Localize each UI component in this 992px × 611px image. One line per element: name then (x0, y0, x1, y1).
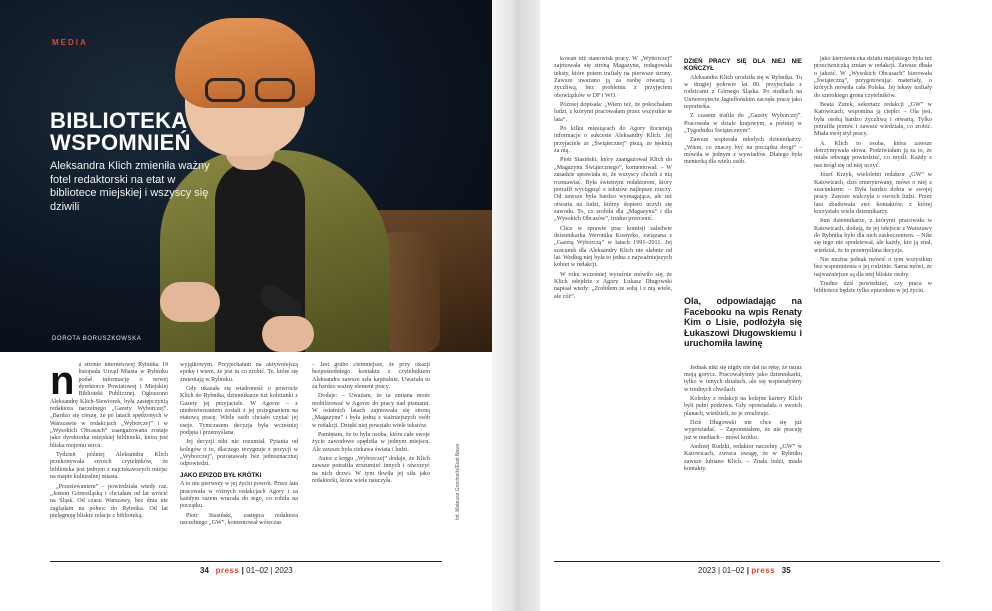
column-bottom (684, 365, 802, 547)
page-number: 35 (781, 566, 791, 575)
paragraph: Później dopisała: „Wiem też, że pokochałam ludzi, z którymi pracowałam przez wszystkie te lata”. (554, 102, 672, 123)
column (814, 56, 932, 546)
paragraph: Chce w sprawie prac komisji zaledwie dziennikarka Weronika Kostyrko, związana z „Gazetą Wyborczą” w latach 1991–2011. Jej szacunek dla Aleksandry Klich nie słabnie od lat. Według niej była to jedna z najważniejszych kobiet w redakcji. (554, 225, 672, 269)
drop-cap: n (50, 362, 75, 403)
paragraph: Inni dziennikarze, z którymi pracowała w Katowicach, dodają, że jej odejście z Warszawy do Rybnika było dla nich zaskoczeniem. – Nikt się tego nie spodziewał, ale każdy, kto ją znał, wiedział, że to przemyślana decyzja. (814, 218, 932, 254)
paragraph: Pamiętam, że to była osoba, która całe swoje życie zawodowe spędziła w jednym miejscu. Ale zawsze była ciekawa świata i ludzi. (312, 432, 430, 453)
section-label: MEDIA (52, 38, 88, 47)
paragraph: a stronie internetowej Rybnika 19 listopada Urząd Miasta w Rybniku podał informację o nowej dyrektorce Powiatowej i Miejskiej Biblioteki Publicznej. Ogłoszono Aleksandrę Klich-Siewiorek, była zastępczynią redaktora naczelnego „Gazety Wyborczej”. „Bardzo się cieszę, że po latach spędzonych w Warszawie w redakcjach „Wyborczej” i w „Wysokich Obcasach” zaangażowana zostaje jako dyrektorka miejskiej biblioteki, która jest bliska mojemu sercu. (50, 362, 168, 449)
paragraph: jako kierowniczka działu miejskiego była też przeciwniczką zmian w redakcji. Zawsze dbała o jakość. W „Wysokich Obcasach” kierowała „Świąteczną”, przygotowując materiały, o których mówiła cała Polska. Jej teksty trafiały do szerokiego grona czytelników. (814, 56, 932, 99)
column (180, 362, 298, 560)
paragraph: Beata Zurek, sekretarz redakcji „GW” w Katowicach, wspomina ją ciepło: – Ola jest, była osobą bardzo życzliwą i otwartą. Tylko potrafiła pomóc i zawsze wiedziała, co zrobić. Miała swój styl pracy. (814, 102, 932, 138)
paragraph: A. Klich to osoba, która zawsze dotrzymywała słowa. Podziwiałam ją za to, że miała odwagę powiedzieć, co myśli. Każdy z nas mógł się od niej uczyć. (814, 140, 932, 169)
paragraph: Po kilku miesiącach do Agory docierają informacje o sukcesie Aleksandry Klich. Jej przyjaciele ze „Świątecznej” piszą, że tęsknią za nią. (554, 126, 672, 155)
paragraph: Nie można jednak mówić o tym wszystkim bez wspomnienia o jej rodzinie. Sama mówi, że najważniejsze są dla niej bliskie osoby. (814, 256, 932, 278)
paragraph: Jej decyzji nikt nie rozumiał. Pytania od kolegów o to, dlaczego rezygnuje z pozycji w „Wyborczej”, pozostawały bez jednoznacznej odpowiedzi. (180, 439, 298, 468)
page-folio: 34 press | 01–02 | 2023 (200, 566, 293, 575)
portrait-photo (0, 0, 492, 352)
headline (50, 110, 191, 154)
headline-line: WSPOMNIEŃ (50, 130, 191, 155)
issue-number: 2023 | 01–02 (698, 566, 745, 575)
side-photo-credit: fot. Mateusz Grochocki/East News (455, 443, 461, 520)
paragraph: „Przesiewaniem” – powiedziała wtedy raz. „Jestem Górnośląską i chciałam od lat wrócić na Śląsk. Od czasu Warszawy, bez dnia nie zaglądam na północ do Rybnika. Od lat pielęgnuję bliskie relacje z biblioteką. (50, 483, 168, 519)
column-top (684, 56, 802, 282)
paragraph: A to nie pierwszy w jej życiu powrót. Przez lata pracowała w różnych redakcjach Agory i za każdym razem wracała do tego, co robiła na początku. (180, 481, 298, 510)
footer-rule (554, 561, 940, 562)
paragraph: Piotr Stasiński, który zaangażował Klich do „Magazynu Świątecznego”, komentował: – W zasadzie sprawiała to, że wszyscy chcieli z nią rozmawiać. Była świetnym redaktorem, który potrafił wyciągnąć z tekstów najlepsze rzeczy. Od zawsze była bardzo wymagająca, ale też otwarta na ludzi, którzy dopiero uczyli się zawodu. To, co zrobiła dla „Magazynu” i dla „Wysokich Obcasów”, trudno przecenić. (554, 157, 672, 223)
paragraph: Koledzy z redakcji na kolejne kariery Klich byli pełni podziwu. Gdy opowiadała o swoich planach, wiedzieli, że je zrealizuje. (684, 395, 802, 417)
headline-line: BIBLIOTEKA (50, 108, 188, 133)
spine-gutter (492, 0, 540, 611)
subheading: JAKO EPIZOD BYŁ KRÓTKI (180, 471, 262, 479)
paragraph: Jednak nikt się nigdy nie dał na rękę, że naraz moją gorycz. Pracowałyśmy jako dziennikarki, tylko w innych działach, ale się wspierałyśmy w trudnych chwilach. (684, 364, 802, 393)
paragraph: Dziś Długowski nie chce się już wypowiadać. – Zapomniałem, że nie pracuję już w mediach – mówi krótko. (684, 419, 802, 441)
paragraph: Gdy ukazała się wiadomość o powrocie Klich do Rybnika, dziennikarze tuż koleżanki z Gazety jej przyjaciele. W Agorze – z niedowierzaniem zostali z jej pożegnaniem na etatową pracę. Wiele osób chciało czytać jej eseje. Tymczasem decyzja była wcześniej podjęta i przemyślana. (180, 386, 298, 437)
column (684, 56, 802, 546)
paragraph: Trudno dziś powiedzieć, czy praca w bibliotece będzie tylko epizodem w jej życiu. (814, 280, 932, 295)
pull-quote: Ola, odpowiadając na Facebooku na wpis Renaty Kim o Lisie, podłożyła się Łukaszowi Długowskiemu i uruchomiła lawinę (684, 296, 802, 348)
paragraph: – Jest grubo ciemniejsze, że przy okazji bezpośredniego kontaktu z czytelnikiem Aleksandra zawsze szła kapitalnie. Uważała to za bardzo ważny element pracy. (312, 362, 430, 391)
page-folio: 2023 | 01–02 | press 35 (698, 566, 791, 575)
article-body-right (554, 56, 932, 561)
paragraph: W roku wcześniej wyraźnie mówiło się, że Klich odejdzie z Agory. Łukasz Długowski napisał wtedy: „Zrobiłem ze sobą i z nią wiele, ale cóż”. (554, 271, 672, 300)
glasses-icon (205, 78, 297, 104)
paragraph: Józef Krzyk, wieloletni redaktor „GW” w Katowicach, dziś emerytowany, mówi o niej z szacunkiem: – Była bardzo dobra w swojej pracy. Zawsze walczyła o swoich ludzi. Przez lata zbudowała sieć kontaktów, z której korzystało wielu dziennikarzy. (814, 172, 932, 215)
hand-shape (160, 282, 220, 322)
paragraph: Autor z kręgu „Wyborczej” dodaje, że Klich zawsze potrafiła zrozumieć innych i otworzyć na nich drzwi. W tym tkwiła jej siła jako redaktorki, która wiele nauczyła. (312, 456, 430, 485)
paragraph: Aleksandra Klich urodziła się w Rybniku. Tu w drugiej połowie lat 80. przyjechała z rodzicami z Górnego Śląska. Po studiach na Uniwersytecie Jagiellońskim zaczęła pracę jako reporterka. (684, 74, 802, 111)
left-page (0, 0, 492, 611)
paragraph: Zawsze wspierała młodych dziennikarzy. „Wiem, co znaczy być na początku drogi” – mówiła w jednym z wywiadów. Dlatego była mentorką dla wielu osób. (684, 137, 802, 166)
column (50, 362, 168, 560)
paragraph: Andrzej Rudzki, redaktor naczelny „GW” w Katowicach, zwraca uwagę, że w Rybniku zawsze lubiano Klich. – Znała ludzi, miała kontakty. (684, 443, 802, 472)
issue-number: 01–02 | 2023 (246, 566, 293, 575)
column (312, 362, 430, 560)
paragraph: Tydzień później Aleksandra Klich przekonywała swoich czytelników, że biblioteka jest jednym z najciekawszych miejsc na mapie kulturalnej miasta. (50, 452, 168, 481)
paragraph: kowań niż stanowisk pracy. W „Wyborczej” zajmowała się stroną Magazynu, redagowała teksty, które potem trafiały na pierwsze strony. Zawsze uważano ją za osobę otwartą i życzliwą, bez problemu z przyjęciem obowiązków w DF i WO. (554, 56, 672, 99)
magazine-brand: press (215, 566, 240, 575)
footer-rule (50, 561, 442, 562)
page-number: 34 (200, 566, 209, 575)
paragraph: Z czasem trafiła do „Gazety Wyborczej”. Pracowała w dziale krajowym, a później w „Tygodniku Świątecznym”. (684, 113, 802, 135)
subheading: DZIEŃ PRACY SIĘ DLA NIEJ NIE KOŃCZYŁ (684, 58, 802, 73)
right-page (540, 0, 992, 611)
column (554, 56, 672, 546)
hand-shape (262, 316, 314, 352)
photo-credit: DOROTA BORUSZKOWSKA (52, 336, 142, 342)
article-body-left (50, 362, 438, 560)
paragraph: Dodaje: – Uważam, że ta zmiana może mobilizować w Agorze do pracy nad pismami. W ostatnich latach zajmowała się stroną „Magazynu” i była jedną z ważniejszych osób w redakcji. Dzięki niej powstało wiele tekstów. (312, 393, 430, 429)
paragraph: Piotr Stasiński, zastępca redaktora naczelnego „GW”, komentował wówczas (180, 512, 298, 526)
magazine-brand: press (751, 566, 776, 575)
paragraph: wyjątkowym. Przyjechałam na aktywniejszą epokę i wiem, że jest tu co zrobić. Te, które się zmieniają w Rybniku. (180, 362, 298, 383)
lead-text: Aleksandra Klich zmieniła ważny fotel redaktorski na etat w bibliotece miejskiej i wszyscy się dziwili (50, 160, 210, 213)
